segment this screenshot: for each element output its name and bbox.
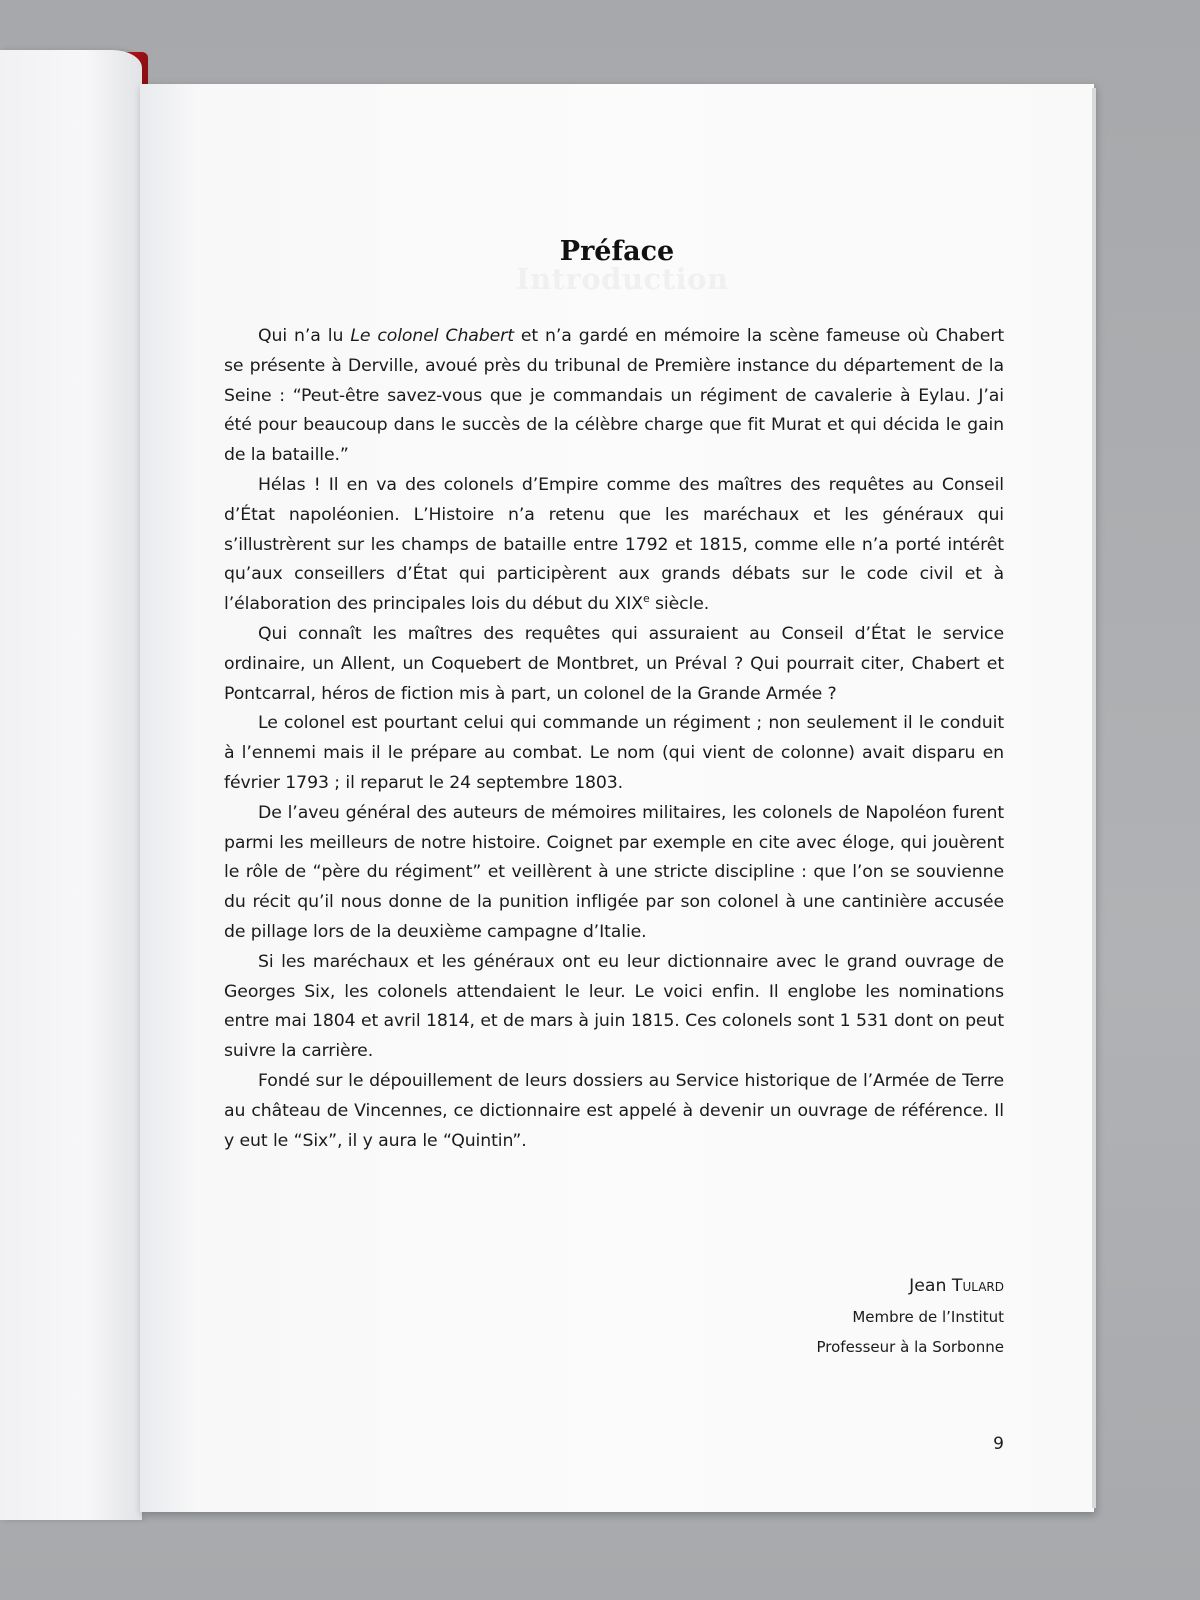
paragraph-6: Si les maréchaux et les généraux ont eu leur dictionnaire avec le grand ouvrage de Georges Six, les colonels attendaient le leur. Le voici enfin. Il englobe les nominations entre mai 1804 et avril 1814, et de mars à juin 1815. Ces colonels sont 1 531 dont on peut suivre la carrière. — [224, 951, 1004, 1062]
signature-title-2: Professeur à la Sorbonne — [816, 1338, 1004, 1356]
book-title-italic: Le colonel Chabert — [350, 326, 514, 346]
paragraph-2-text-b: siècle. — [649, 594, 710, 615]
paragraph-5: De l’aveu général des auteurs de mémoires militaires, les colonels de Napoléon furent parmi les meilleurs de notre histoire. Coignet par exemple en cite avec éloge, qui jouèrent le rôle de “père du régiment” et veillèrent à une stricte discipline : que l’on se souvienne du récit qu’il nous donne de la punition infligée par son colonel à une cantinière accusée de pillage lors de la deuxième campagne d’Italie. — [224, 802, 1004, 942]
show-through-heading: Introduction — [516, 262, 729, 296]
signature-title-1: Membre de l’Institut — [852, 1308, 1004, 1326]
page-edge — [1092, 88, 1096, 1508]
paragraph-3: Qui connaît les maîtres des requêtes qui assuraient au Conseil d’État le service ordinaire, un Allent, un Coquebert de Montbret, un Préval ? Qui pourrait citer, Chabert et Pontcarral, héros de fiction mis à part, un colonel de la Grande Armée ? — [224, 623, 1004, 704]
paragraph-2 — [224, 471, 1004, 620]
paragraph-2-text-a: Hélas ! Il en va des colonels d’Empire comme des maîtres des requêtes au Conseil d’État napoléonien. L’Histoire n’a retenu que les maréchaux et les généraux qui s’illustrèrent sur les champs de bataille entre 1792 et 1815, comme elle n’a porté intérêt qu’aux conseillers d’État qui participèrent aux grands débats sur le code civil et à l’élaboration des principales lois du début du XIX — [224, 474, 1004, 615]
paragraph-1 — [224, 322, 1004, 471]
signature-last-name: Tulard — [951, 1276, 1004, 1296]
page-title: Préface — [559, 236, 675, 267]
page-number: 9 — [993, 1434, 1004, 1454]
paragraph-4: Le colonel est pourtant celui qui commande un régiment ; non seulement il le conduit à l’ennemi mais il le prépare au combat. Le nom (qui vient de colonne) avait disparu en février 1793 ; il reparut le 24 septembre 1803. — [224, 713, 1004, 793]
signature-first-name: Jean — [909, 1276, 947, 1296]
preface-body — [224, 322, 1004, 1156]
paragraph-1-text-a: Qui n’a lu — [258, 326, 351, 346]
superscript: e — [642, 592, 650, 606]
paragraph-1-text-b: et n’a gardé en mémoire la scène fameuse où Chabert se présente à Derville, avoué près du tribunal de Première instance du département de la Seine : “Peut-être savez-vous que je commandais un régiment de cavalerie à Eylau. J’ai été pour beaucoup dans le succès de la célèbre charge que fit Murat et qui décida le gain de la bataille.” — [224, 326, 1005, 466]
left-page — [0, 50, 142, 1520]
signature-name — [600, 1276, 1004, 1296]
paragraph-7: Fondé sur le dépouillement de leurs dossiers au Service historique de l’Armée de Terre au château de Vincennes, ce dictionnaire est appelé à devenir un ouvrage de référence. Il y eut le “Six”, il y aura le “Quintin”. — [224, 1070, 1004, 1151]
